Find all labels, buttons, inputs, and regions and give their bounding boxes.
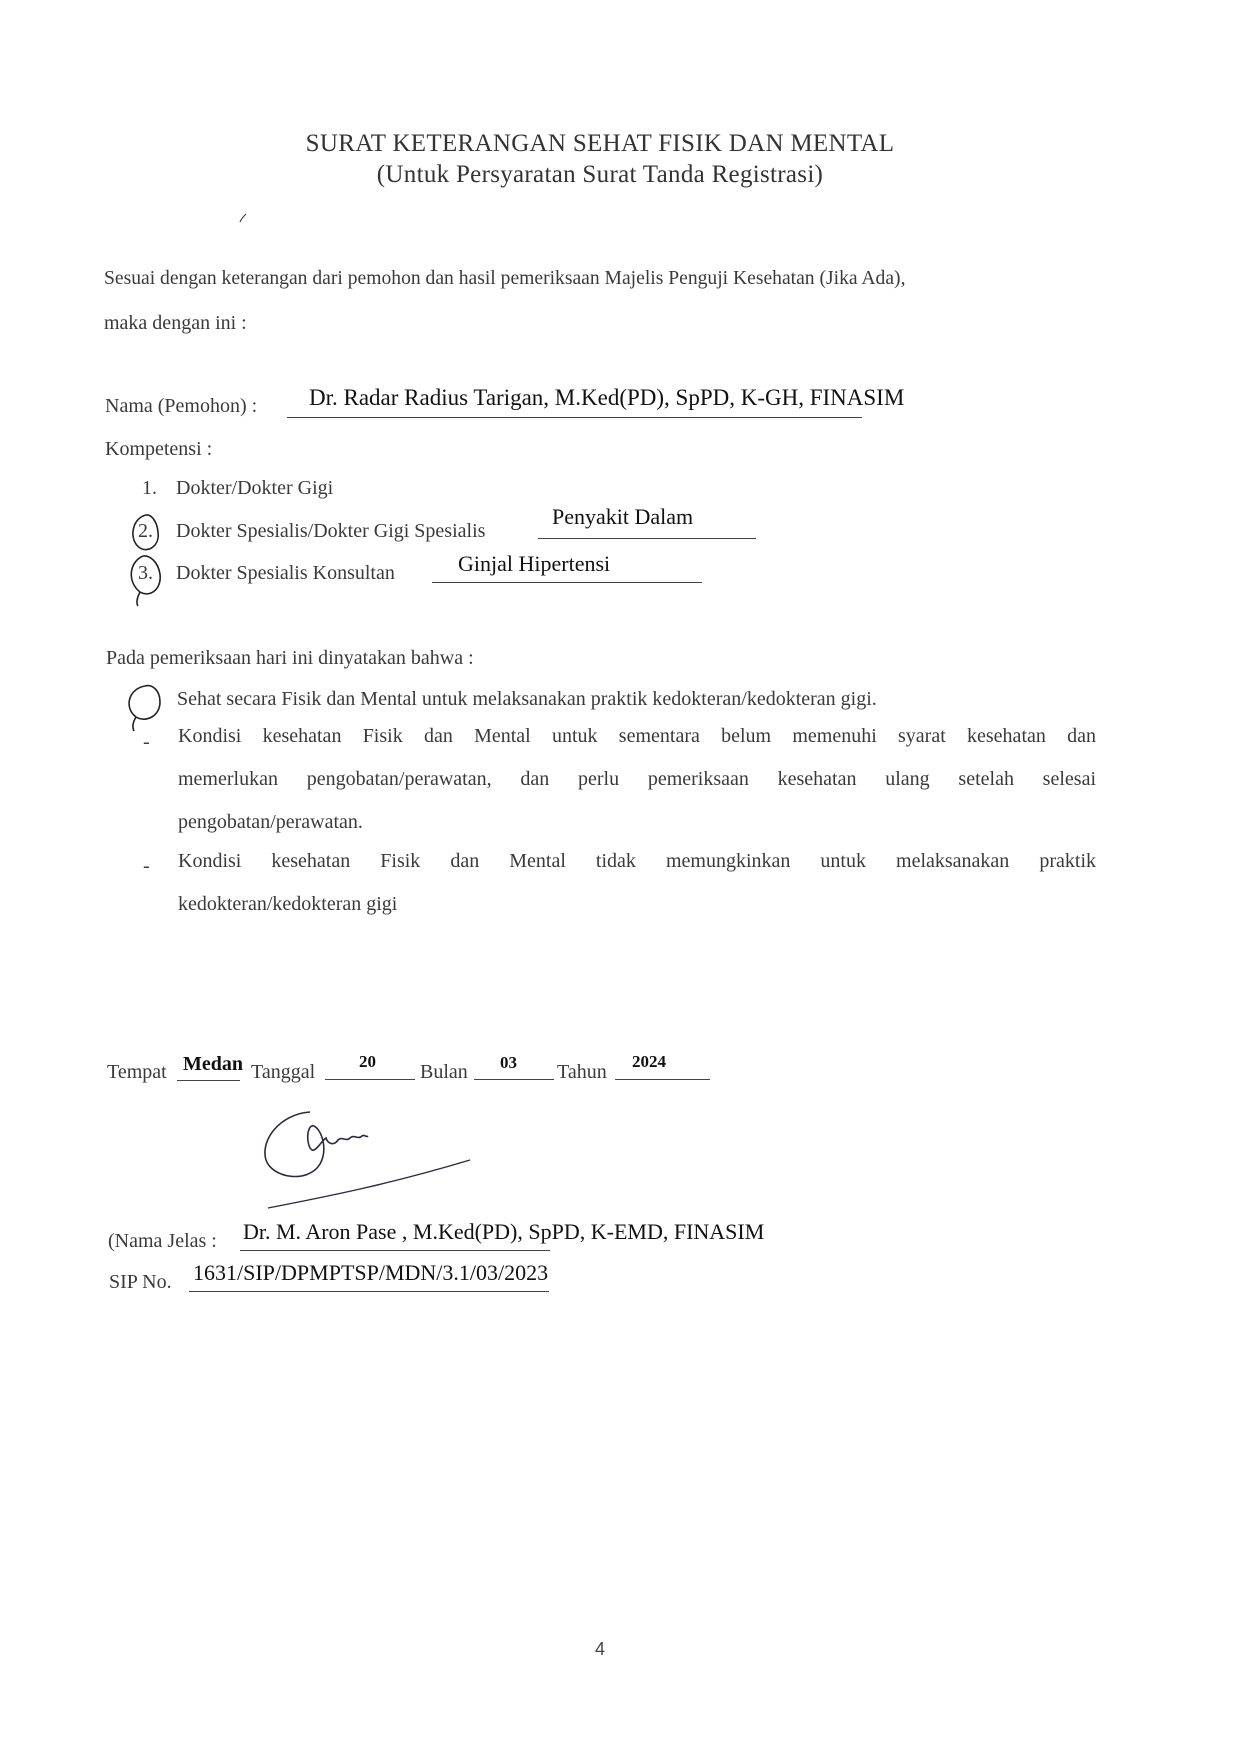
year-value: 2024 (632, 1052, 666, 1071)
month-label: Bulan (420, 1061, 468, 1083)
doctor-signature (250, 1100, 490, 1220)
year-underline (615, 1079, 710, 1080)
doctor-name-label: (Nama Jelas : (108, 1230, 217, 1252)
competence-item-3-label: Dokter Spesialis Konsultan (176, 562, 395, 584)
date-underline (325, 1079, 415, 1080)
sip-underline (189, 1291, 549, 1292)
exam-option-2-line-3: pengobatan/perawatan. (178, 811, 363, 833)
applicant-label: Nama (Pemohon) : (105, 395, 258, 417)
exam-option-2-line-1: Kondisi kesehatan Fisik dan Mental untuk sementara belum memenuhi syarat kesehatan dan (178, 725, 1096, 747)
competence-item-3-value: Ginjal Hipertensi (458, 551, 611, 576)
intro-line-2: maka dengan ini : (104, 312, 247, 334)
competence-label: Kompetensi : (105, 438, 213, 460)
year-label: Tahun (557, 1061, 607, 1083)
exam-option-2-line-2: memerlukan pengobatan/perawatan, dan perlu pemeriksaan kesehatan ulang setelah selesai (178, 768, 1096, 790)
competence-item-2-label: Dokter Spesialis/Dokter Gigi Spesialis (176, 520, 486, 542)
date-value: 20 (359, 1052, 376, 1071)
exam-option-3-dash: - (143, 855, 150, 877)
competence-item-1-label: Dokter/Dokter Gigi (176, 477, 334, 499)
place-label: Tempat (107, 1061, 167, 1083)
place-underline (177, 1080, 240, 1081)
competence-item-1-number: 1. (142, 477, 157, 499)
competence-item-2-value: Penyakit Dalam (552, 504, 694, 529)
exam-option-3-line-2: kedokteran/kedokteran gigi (178, 893, 398, 915)
doctor-name-underline (240, 1250, 550, 1251)
page-number: 4 (594, 1639, 605, 1659)
document-title: SURAT KETERANGAN SEHAT FISIK DAN MENTAL (305, 130, 895, 157)
intro-line-1: Sesuai dengan keterangan dari pemohon dan hasil pemeriksaan Majelis Penguji Kesehatan (Jika Ada), (104, 268, 906, 289)
place-value: Medan (183, 1053, 243, 1075)
document-subtitle: (Untuk Persyaratan Surat Tanda Registrasi) (376, 161, 824, 188)
applicant-name: Dr. Radar Radius Tarigan, M.Ked(PD), SpPD, K-GH, FINASIM (309, 385, 905, 410)
month-underline (474, 1079, 554, 1080)
exam-option-2-dash: - (143, 731, 150, 753)
date-label: Tanggal (251, 1061, 316, 1083)
exam-intro: Pada pemeriksaan hari ini dinyatakan bahwa : (106, 647, 474, 669)
sip-label: SIP No. (109, 1271, 172, 1293)
doctor-name-value: Dr. M. Aron Pase , M.Ked(PD), SpPD, K-EMD, FINASIM (243, 1219, 765, 1244)
competence-item-3-number: 3. (138, 562, 153, 584)
exam-option-3-line-1: Kondisi kesehatan Fisik dan Mental tidak memungkinkan untuk melaksanakan praktik (178, 850, 1096, 872)
competence-item-2-number: 2. (138, 520, 153, 542)
month-value: 03 (500, 1053, 517, 1072)
exam-option-1: Sehat secara Fisik dan Mental untuk melaksanakan praktik kedokteran/kedokteran gigi. (177, 688, 877, 710)
sip-value: 1631/SIP/DPMPTSP/MDN/3.1/03/2023 (193, 1260, 549, 1285)
